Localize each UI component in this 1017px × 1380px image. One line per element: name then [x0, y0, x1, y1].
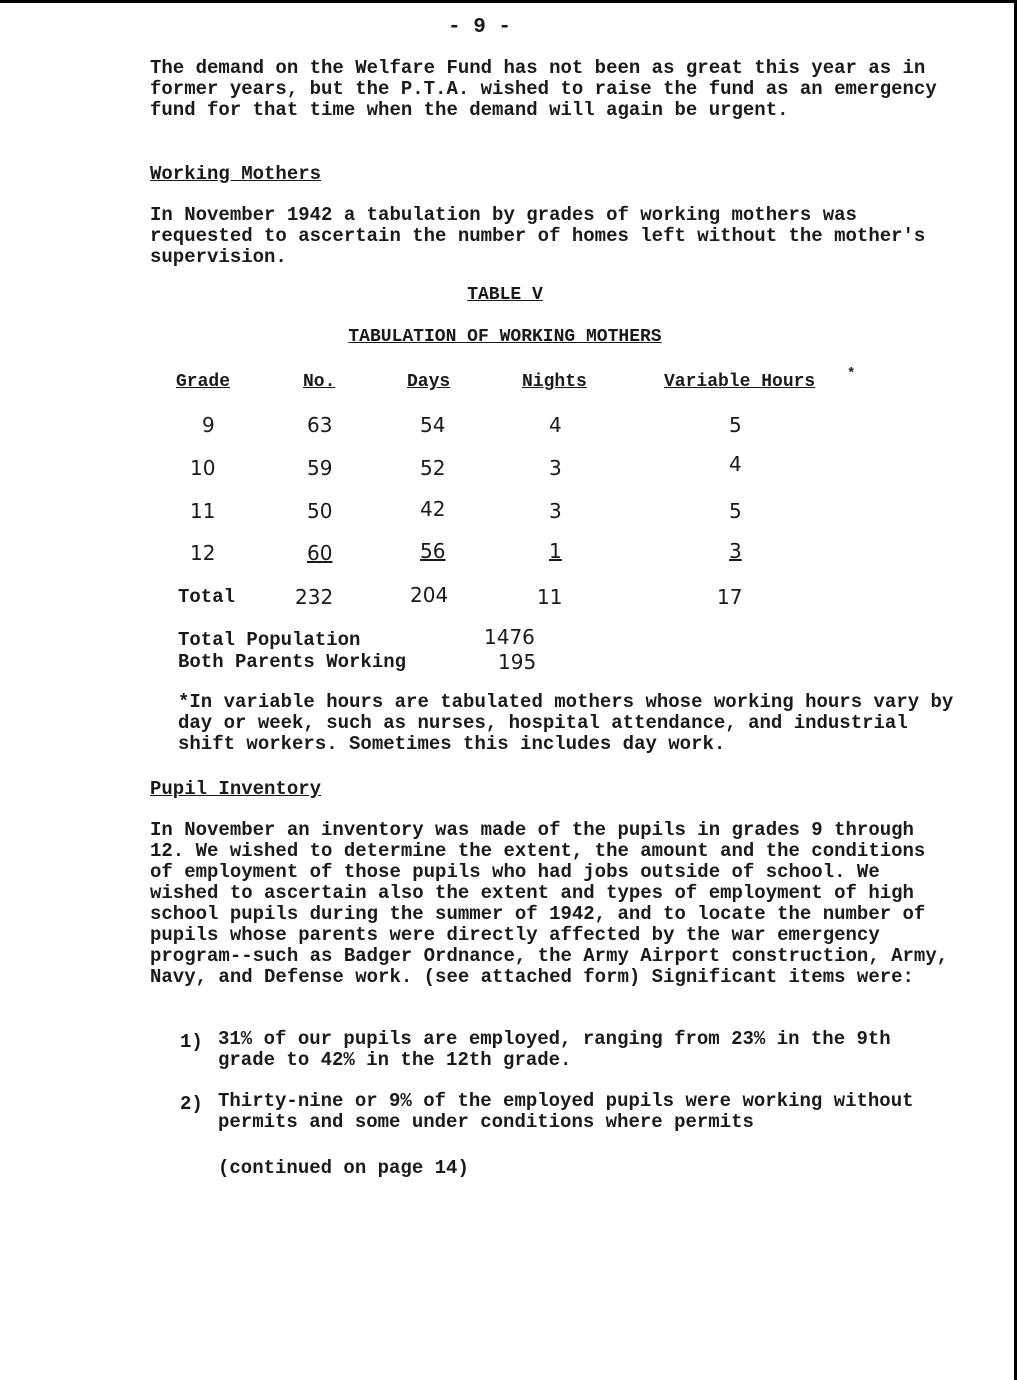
table-cell: 11 — [190, 499, 216, 523]
footnote: *In variable hours are tabulated mothers whose working hours vary by day or week, such as nurses, hospital attendance, and industrial shift workers. Sometimes this includes day work. — [178, 691, 954, 755]
header-no: No. — [303, 372, 336, 392]
table-title: TABULATION OF WORKING MOTHERS — [348, 327, 662, 347]
table-cell: 1 — [549, 539, 562, 563]
page-border-top — [0, 0, 1017, 3]
table-cell: 12 — [190, 541, 216, 565]
table-cell: 17 — [717, 585, 743, 609]
table-cell: 11 — [537, 585, 563, 609]
table-cell: 232 — [295, 585, 334, 609]
table-cell: 10 — [190, 456, 216, 480]
table-cell: 4 — [729, 452, 742, 476]
table-cell: 3 — [549, 499, 562, 523]
total-population-label: Total Population — [178, 629, 361, 651]
total-population-value: 1476 — [484, 625, 535, 649]
table-cell: 60 — [307, 541, 333, 565]
table-cell: 5 — [729, 413, 742, 437]
both-parents-value: 195 — [498, 650, 537, 674]
table-total-label: Total — [178, 586, 236, 608]
pupil-inventory-heading: Pupil Inventory — [150, 778, 322, 800]
table-cell: 59 — [307, 456, 333, 480]
table-cell: 3 — [549, 456, 562, 480]
table-cell: 50 — [307, 499, 333, 523]
table-cell: 204 — [410, 583, 449, 607]
header-grade: Grade — [176, 372, 231, 392]
table-cell: 52 — [420, 456, 446, 480]
table-cell: 56 — [420, 539, 446, 563]
working-mothers-heading: Working Mothers — [150, 163, 322, 185]
header-nights: Nights — [522, 372, 587, 392]
footnote-marker: * — [847, 366, 856, 382]
table-cell: 63 — [307, 413, 333, 437]
both-parents-label: Both Parents Working — [178, 651, 407, 673]
continued-note: (continued on page 14) — [218, 1157, 469, 1179]
list-marker: 1) — [180, 1031, 203, 1053]
table-cell: 5 — [729, 499, 742, 523]
table-cell: 4 — [549, 413, 562, 437]
welfare-fund-paragraph: The demand on the Welfare Fund has not been as great this year as in former years, but the P.T.A. wished to raise the fund as an emergency fund for that time when the demand will again be urgent. — [150, 57, 937, 121]
header-days: Days — [407, 372, 451, 392]
table-label: TABLE V — [467, 285, 543, 305]
header-variable-hours: Variable Hours — [664, 372, 816, 392]
table-cell: 3 — [729, 539, 742, 563]
table-cell: 42 — [420, 497, 446, 521]
pupil-inventory-paragraph: In November an inventory was made of the pupils in grades 9 through 12. We wished to determine the extent, the amount and the conditions of employment of those pupils who had jobs outside of school. We wished to ascertain also the extent and types of employment of high school pupils during the summer of 1942, and to locate the number of pupils whose parents were directly affected by the war emergency program--such as Badger Ordnance, the Army Airport construction, Army, Navy, and Defense work. (see attached form) Significant items were: — [150, 819, 949, 988]
table-cell: 54 — [420, 413, 446, 437]
list-item: Thirty-nine or 9% of the employed pupils were working without permits and some under conditions where permits — [218, 1090, 914, 1133]
table-cell: 9 — [202, 413, 215, 437]
working-mothers-paragraph: In November 1942 a tabulation by grades of working mothers was requested to ascertain the number of homes left without the mother's supervision. — [150, 204, 926, 268]
list-marker: 2) — [180, 1093, 203, 1115]
page-number: - 9 - — [448, 16, 512, 39]
list-item: 31% of our pupils are employed, ranging from 23% in the 9th grade to 42% in the 12th grade. — [218, 1028, 891, 1071]
